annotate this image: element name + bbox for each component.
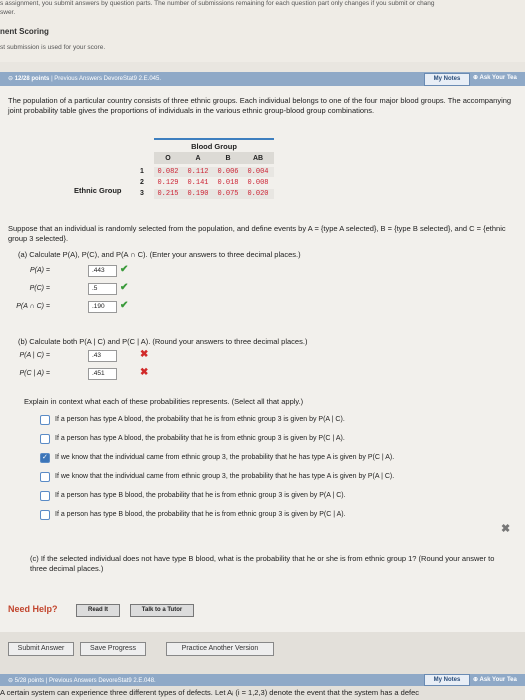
table-cell: 0.004 (247, 168, 269, 176)
part-c-prompt: (c) If the selected individual does not have type B blood, what is the probability that he or she is from ethnic group 1? (Round your answer to three decimal places.) (30, 554, 495, 573)
option-text: If a person has type B blood, the probability that he is from ethnic group 3 is given by P(C | A). (55, 511, 346, 518)
row-label: 2 (140, 179, 144, 186)
question-ref: DevoreStat9 2.E.048. (98, 678, 156, 684)
answer-label: P(C) = (29, 285, 50, 292)
table-cell: 0.075 (217, 190, 239, 198)
explain-prompt: Explain in context what each of these probabilities represents. (Select all that apply.) (24, 397, 304, 406)
correct-check-icon: ✔ (120, 300, 129, 311)
question-footer (0, 632, 525, 700)
joint-probability-table (74, 138, 274, 214)
col-header: O (165, 155, 171, 162)
table-cell: 0.082 (157, 168, 179, 176)
practice-another-version-button[interactable]: Practice Another Version (166, 642, 274, 656)
blood-group-header: Blood Group (191, 142, 237, 151)
ask-teacher-button[interactable] (473, 74, 517, 81)
option-text: If a person has type A blood, the probability that he is from ethnic group 3 is given by P(A | C). (55, 416, 345, 423)
my-notes-button[interactable]: My Notes (424, 674, 470, 686)
event-definitions: Suppose that an individual is randomly selected from the population, and define events by A = {type A selected}, B = {type B selected}, and C = {ethnic group 3 selected}. (8, 224, 506, 243)
next-question-text: A certain system can experience three different types of defects. Let Aᵢ (i = 1,2,3) denote the event that the system has a defec (0, 688, 419, 697)
correct-check-icon: ✔ (120, 264, 129, 275)
previous-answers-link[interactable]: Previous Answers (54, 76, 102, 82)
answer-field-pc[interactable]: .5 (88, 283, 117, 295)
separator: | (45, 678, 48, 684)
checkbox[interactable] (40, 472, 50, 482)
notice-line-2: swer. (0, 9, 16, 16)
talk-to-tutor-button[interactable]: Talk to a Tutor (130, 604, 194, 617)
answer-field-pagc[interactable]: .43 (88, 350, 117, 362)
assignment-notice (0, 0, 525, 62)
previous-answers-link[interactable]: Previous Answers (48, 678, 97, 684)
table-cell: 0.008 (247, 179, 269, 187)
plus-icon: ⊕ (473, 677, 479, 683)
submit-answer-button[interactable]: Submit Answer (8, 642, 74, 656)
next-question-meta (8, 677, 156, 684)
answer-field-pac[interactable]: .190 (88, 301, 117, 313)
col-header: A (195, 155, 201, 162)
option-text: If we know that the individual came from ethnic group 3, the probability that he has type A is given by P(C | A). (55, 454, 395, 461)
option-text: If we know that the individual came from ethnic group 3, the probability that he has type A is given by P(A | C). (55, 473, 395, 480)
ethnic-group-label: Ethnic Group (74, 186, 122, 195)
checkbox[interactable] (40, 510, 50, 520)
answer-label: P(A | C) = (19, 352, 50, 359)
part-a-prompt: (a) Calculate P(A), P(C), and P(A ∩ C). (Enter your answers to three decimal places.) (18, 250, 301, 259)
col-header: B (225, 155, 231, 162)
incorrect-x-icon: ✖ (140, 367, 149, 378)
question-header-bar (0, 72, 525, 86)
plus-icon: ⊕ (473, 75, 479, 81)
checkbox[interactable] (40, 434, 50, 444)
my-notes-button[interactable]: My Notes (424, 73, 470, 86)
question-meta (8, 75, 161, 82)
separator: | (51, 76, 53, 82)
incorrect-x-icon: ✖ (140, 349, 149, 360)
incorrect-x-icon: ✖ (501, 523, 511, 535)
table-cell: 0.020 (247, 190, 269, 198)
answer-field-pcga[interactable]: .451 (88, 368, 117, 380)
ask-teacher-label: Ask Your Tea (479, 677, 517, 683)
points-label: 12/28 points (14, 76, 50, 82)
notice-line-1: s assignment, you submit answers by question parts. The number of submissions remaining for each question part only changes if you submit or chang (0, 0, 435, 7)
ask-teacher-label: Ask Your Tea (479, 75, 517, 81)
checkbox-checked[interactable] (40, 453, 50, 463)
correct-check-icon: ✔ (120, 282, 129, 293)
notice-line-3: st submission is used for your score. (0, 44, 106, 51)
read-it-button[interactable]: Read It (76, 604, 120, 617)
table-cell: 0.018 (217, 179, 239, 187)
expand-icon[interactable]: ⊖ (8, 678, 14, 684)
expand-icon[interactable]: ⊖ (8, 76, 14, 82)
answer-label: P(A) = (29, 267, 50, 274)
answer-label: P(A ∩ C) = (16, 303, 50, 310)
save-progress-button[interactable]: Save Progress (80, 642, 146, 656)
checkbox[interactable] (40, 491, 50, 501)
question-ref: DevoreStat9 2.E.045. (103, 76, 162, 82)
checkbox[interactable] (40, 415, 50, 425)
table-cell: 0.141 (187, 179, 209, 187)
question-intro: The population of a particular country consists of three ethnic groups. Each individual belongs to one of the four major blood groups. The accompanying joint probability table gives the proportions of individuals in the various ethnic group-blood group combinations. (8, 96, 512, 115)
question-panel (0, 86, 525, 632)
next-question-header-bar (0, 674, 525, 686)
scoring-heading: nent Scoring (0, 27, 49, 36)
row-label: 1 (140, 168, 144, 175)
table-cell: 0.006 (217, 168, 239, 176)
part-b-prompt: (b) Calculate both P(A | C) and P(C | A). (Round your answers to three decimal places.) (18, 337, 308, 346)
answer-label: P(C | A) = (19, 370, 50, 377)
table-top-rule (154, 138, 274, 140)
option-text: If a person has type B blood, the probability that he is from ethnic group 3 is given by P(A | C). (55, 492, 346, 499)
table-cell: 0.215 (157, 190, 179, 198)
col-header: AB (252, 155, 264, 162)
row-label: 3 (140, 190, 144, 197)
option-text: If a person has type A blood, the probability that he is from ethnic group 3 is given by P(C | A). (55, 435, 345, 442)
ask-teacher-button[interactable] (473, 676, 517, 683)
table-cell: 0.112 (187, 168, 209, 176)
answer-field-pa[interactable]: .443 (88, 265, 117, 277)
table-cell: 0.129 (157, 179, 179, 187)
need-help-label: Need Help? (8, 604, 58, 614)
table-cell: 0.190 (187, 190, 209, 198)
points-label: 5/28 points (14, 678, 45, 684)
